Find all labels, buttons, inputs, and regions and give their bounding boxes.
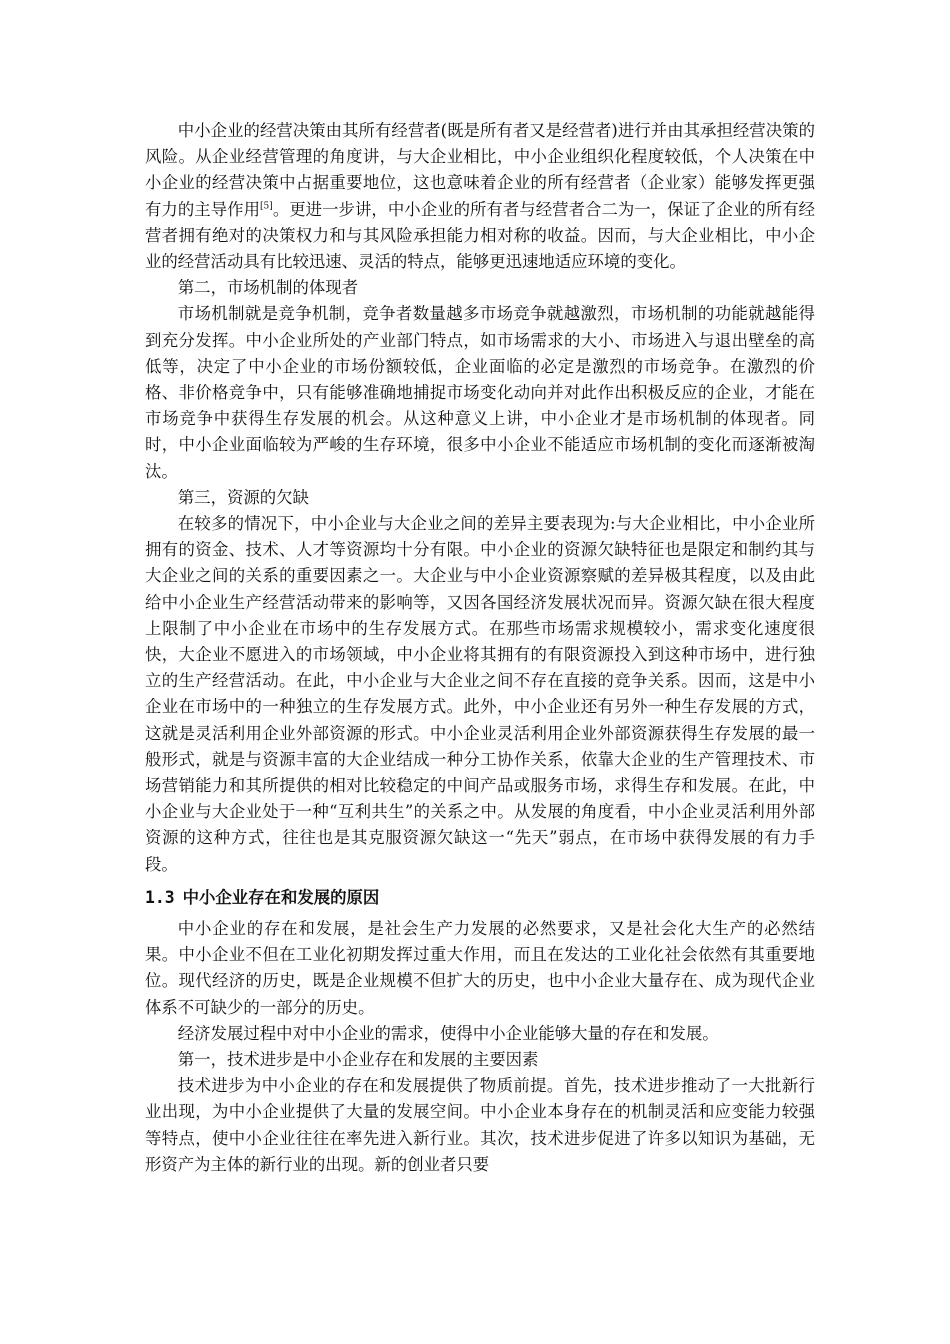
paragraph-technology-progress: 技术进步为中小企业的存在和发展提供了物质前提。首先，技术进步推动了一大批新行业出现，为中小企业提供了大量的发展空间。中小企业本身存在的机制灵活和应变能力较强等特点，使中小企业往往在率先进入新行业。其次，技术进步促进了许多以知识为基础，无形资产为主体的新行业的出现。新的创业者只要	[145, 1076, 815, 1174]
paragraph-decision-making	[145, 118, 815, 275]
subheading-technology-progress: 第一，技术进步是中小企业存在和发展的主要因素	[177, 1049, 539, 1069]
paragraph-text: 中小企业的经营决策由其所有经营者(既是所有者又是经营者)进行并由其承担经营决策的风险。从企业经营管理的角度讲，与大企业相比，中小企业组织化程度较低，个人决策在中小企业的经营决策中占据重要地位，这也意味着企业的所有经营者（企业家）能够发挥更强有力的主导作用	[145, 121, 815, 219]
subheading-market-mechanism: 第二，市场机制的体现者	[177, 278, 359, 298]
paragraph-existence-development: 中小企业的存在和发展，是社会生产力发展的必然要求，又是社会化大生产的必然结果。中小企业不但在工业化初期发挥过重大作用，而且在发达的工业化社会依然有其重要地位。现代经济的历史，既是企业规模不但扩大的历史，也中小企业大量存在、成为现代企业体系不可缺少的一部分的历史。	[145, 918, 815, 1017]
section-heading	[145, 884, 815, 912]
document-page	[145, 118, 815, 1178]
section-title: 中小企业存在和发展的原因	[182, 887, 380, 907]
section-number: 1.3	[145, 887, 175, 907]
paragraph-market-mechanism: 市场机制就是竞争机制，竞争者数量越多市场竞争就越激烈，市场机制的功能就越能得到充分发挥。中小企业所处的产业部门特点，如市场需求的大小、市场进入与退出壁垒的高低等，决定了中小企业的市场份额较低，企业面临的必定是激烈的市场竞争。在激烈的价格、非价格竞争中，只有能够准确地捕捉市场变化动向并对此作出积极反应的企业，才能在市场竞争中获得生存发展的机会。从这种意义上讲，中小企业才是市场机制的体现者。同时，中小企业面临较为严峻的生存环境，很多中小企业不能适应市场机制的变化而逐渐被淘汰。	[145, 304, 815, 481]
subheading-resource-shortage: 第三，资源的欠缺	[177, 487, 309, 507]
citation-marker: [5]	[260, 201, 273, 212]
paragraph-text-continued: 。更进一步讲，中小企业的所有者与经营者合二为一，保证了企业的所有经营者拥有绝对的决策权力和与其风险承担能力相对称的收益。因而，与大企业相比，中小企业的经营活动具有比较迅速、灵活的特点，能够更迅速地适应环境的变化。	[145, 199, 816, 272]
paragraph-resource-shortage: 在较多的情况下，中小企业与大企业之间的差异主要表现为:与大企业相比，中小企业所拥有的资金、技术、人才等资源均十分有限。中小企业的资源欠缺特征也是限定和制约其与大企业之间的关系的重要因素之一。大企业与中小企业资源察赋的差异极其程度，以及由此给中小企业生产经营活动带来的影响等，又因各国经济发展状况而异。资源欠缺在很大程度上限制了中小企业在市场中的生存发展方式。在那些市场需求规模较小，需求变化速度很快，大企业不愿进入的市场领域，中小企业将其拥有的有限资源投入到这种市场中，进行独立的生产经营活动。在此，中小企业与大企业之间不存在直接的竞争关系。因而，这是中小企业在市场中的一种独立的生存发展方式。此外，中小企业还有另外一种生存发展的方式，这就是灵活利用企业外部资源的形式。中小企业灵活利用企业外部资源获得生存发展的最一般形式，就是与资源丰富的大企业结成一种分工协作关系，依靠大企业的生产管理技术、市场营销能力和其所提供的相对比较稳定的中间产品或服务市场，求得生存和发展。在此，中小企业与大企业处于一种“互利共生”的关系之中。从发展的角度看，中小企业灵活利用外部资源的这种方式，往往也是其克服资源欠缺这一“先天”弱点，在市场中获得发展的有力手段。	[145, 514, 815, 874]
paragraph-economic-demand: 经济发展过程中对中小企业的需求，使得中小企业能够大量的存在和发展。	[177, 1023, 719, 1043]
